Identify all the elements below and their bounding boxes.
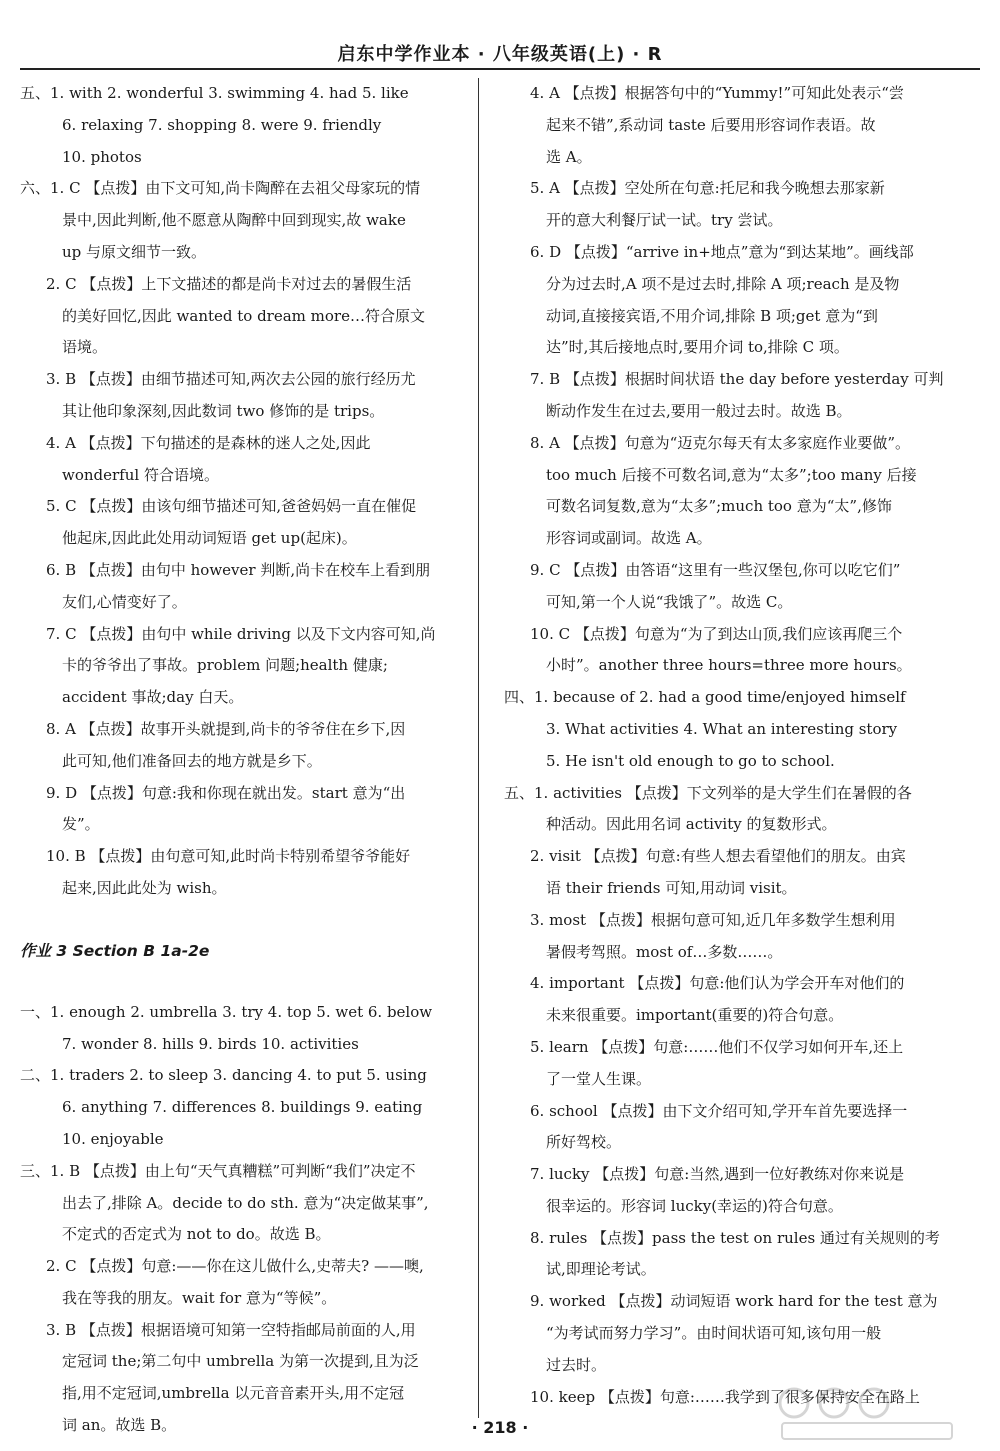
text-line: 过去时。 <box>546 1355 607 1374</box>
text-line: 可数名词复数,意为“太多”;much too 意为“太”,修饰 <box>546 497 892 516</box>
text-line <box>20 969 460 997</box>
text-line: 7. wonder 8. hills 9. birds 10. activities <box>62 1034 359 1053</box>
text-line: 种活动。因此用名词 activity 的复数形式。 <box>546 815 837 834</box>
text-line: 语 their friends 可知,用动词 visit。 <box>546 878 797 897</box>
text-line: 可知,第一个人说“我饿了”。故选 C。 <box>546 592 793 611</box>
text-line: 卡的爷爷出了事故。problem 问题;health 健康; <box>62 656 388 675</box>
text-line: 10. B 【点拨】由句意可知,此时尚卡特别希望爷爷能好 <box>46 847 411 866</box>
text-line: 选 A。 <box>546 147 592 166</box>
text-line: 很幸运的。形容词 lucky(幸运的)符合句意。 <box>546 1196 843 1215</box>
text-line: 暑假考驾照。most of…多数……。 <box>546 942 783 961</box>
text-line: 不定式的否定式为 not to do。故选 B。 <box>62 1225 331 1244</box>
text-line: 我在等我的朋友。wait for 意为“等候”。 <box>62 1288 337 1307</box>
text-line: 10. photos <box>62 147 142 166</box>
text-line: accident 事故;day 白天。 <box>62 688 244 707</box>
text-line: 6. B 【点拨】由句中 however 判断,尚卡在校车上看到朋 <box>46 560 431 579</box>
text-line: 的美好回忆,因此 wanted to dream more…符合原文 <box>62 306 425 325</box>
text-line: 9. worked 【点拨】动词短语 work hard for the test 意为 <box>530 1292 938 1311</box>
text-line: 他起床,因此此处用动词短语 get up(起床)。 <box>62 529 357 548</box>
left-column <box>20 78 460 1442</box>
text-line: 起来不错”,系动词 taste 后要用形容词作表语。故 <box>546 115 876 134</box>
text-line: 其让他印象深刻,因此数词 two 修饰的是 trips。 <box>62 401 385 420</box>
text-line: 小时”。another three hours=three more hours。 <box>546 656 912 675</box>
text-line: too much 后接不可数名词,意为“太多”;too many 后接 <box>546 465 917 484</box>
text-line: 了一堂人生课。 <box>546 1069 652 1088</box>
section-heading: 作业 3 Section B 1a-2e <box>20 941 210 960</box>
text-line: 出去了,排除 A。decide to do sth. 意为“决定做某事”, <box>62 1193 429 1212</box>
text-line: 语境。 <box>62 338 108 357</box>
text-line: 4. A 【点拨】下句描述的是森林的迷人之处,因此 <box>46 433 371 452</box>
text-line: 五、1. with 2. wonderful 3. swimming 4. had 5. like <box>20 84 409 102</box>
text-line: 断动作发生在过去,要用一般过去时。故选 B。 <box>546 401 852 420</box>
text-line: 六、1. C 【点拨】由下文可知,尚卡陶醉在去祖父母家玩的情 <box>20 179 421 198</box>
text-line: 一、1. enough 2. umbrella 3. try 4. top 5. wet 6. below <box>20 1002 433 1021</box>
text-line: 形容词或副词。故选 A。 <box>546 529 712 548</box>
text-line: 2. C 【点拨】上下文描述的都是尚卡对过去的暑假生活 <box>46 274 412 293</box>
text-line: 指,用不定冠词,umbrella 以元音音素开头,用不定冠 <box>62 1384 405 1403</box>
text-line: 4. important 【点拨】句意:他们认为学会开车对他们的 <box>530 974 905 993</box>
page-header <box>0 0 1000 64</box>
right-column <box>504 78 974 1413</box>
text-line: 达”时,其后接地点时,要用介词 to,排除 C 项。 <box>546 338 849 357</box>
text-line: 6. anything 7. differences 8. buildings 9. eating <box>62 1098 423 1117</box>
text-line: 起来,因此此处为 wish。 <box>62 878 227 897</box>
text-line: “为考试而努力学习”。由时间状语可知,该句用一般 <box>546 1324 882 1343</box>
text-line: 2. C 【点拨】句意:——你在这儿做什么,史蒂夫? ——噢, <box>46 1257 424 1276</box>
text-line: 友们,心情变好了。 <box>62 592 187 611</box>
text-line: 5. C 【点拨】由该句细节描述可知,爸爸妈妈一直在催促 <box>46 497 417 516</box>
text-line: 四、1. because of 2. had a good time/enjoyed himself <box>504 688 906 707</box>
text-line <box>20 905 460 933</box>
text-line: 未来很重要。important(重要的)符合句意。 <box>546 1006 844 1025</box>
text-line: 8. A 【点拨】故事开头就提到,尚卡的爷爷住在乡下,因 <box>46 719 406 738</box>
page-title: 启东中学作业本 · 八年级英语(上) · R <box>337 44 663 65</box>
text-line: 3. most 【点拨】根据句意可知,近几年多数学生想利用 <box>530 910 896 929</box>
text-line: 三、1. B 【点拨】由上句“天气真糟糕”可判断“我们”决定不 <box>20 1161 416 1180</box>
text-line: 9. D 【点拨】句意:我和你现在就出发。start 意为“出 <box>46 783 406 802</box>
text-line: 景中,因此判断,他不愿意从陶醉中回到现实,故 wake <box>62 211 406 230</box>
text-line: 词 an。故选 B。 <box>62 1416 177 1435</box>
watermark-logo <box>772 1383 972 1443</box>
text-line: 10. C 【点拨】句意为“为了到达山顶,我们应该再爬三个 <box>530 624 903 643</box>
text-line: 10. keep 【点拨】句意:……我学到了很多保持安全在路上 <box>530 1387 920 1406</box>
text-line: 2. visit 【点拨】句意:有些人想去看望他们的朋友。由宾 <box>530 847 906 866</box>
text-line: 此可知,他们准备回去的地方就是乡下。 <box>62 751 322 770</box>
header-rule <box>20 68 980 70</box>
text-line: 3. What activities 4. What an interesting story <box>546 719 898 738</box>
text-line: 6. school 【点拨】由下文介绍可知,学开车首先要选择一 <box>530 1101 908 1120</box>
text-line: 二、1. traders 2. to sleep 3. dancing 4. to put 5. using <box>20 1066 427 1085</box>
text-line: 试,即理论考试。 <box>546 1260 656 1279</box>
text-line: 7. lucky 【点拨】句意:当然,遇到一位好教练对你来说是 <box>530 1165 905 1184</box>
text-line: 定冠词 the;第二句中 umbrella 为第一次提到,且为泛 <box>62 1352 419 1371</box>
text-line: 分为过去时,A 项不是过去时,排除 A 项;reach 是及物 <box>546 274 900 293</box>
text-line: 5. He isn't old enough to go to school. <box>546 751 835 770</box>
text-line: 3. B 【点拨】根据语境可知第一空特指邮局前面的人,用 <box>46 1320 416 1339</box>
text-line: 6. relaxing 7. shopping 8. were 9. friendly <box>62 115 382 134</box>
text-line: 7. B 【点拨】根据时间状语 the day before yesterday 可判 <box>530 370 944 389</box>
text-line: 4. A 【点拨】根据答句中的“Yummy!”可知此处表示“尝 <box>530 84 904 102</box>
text-line: 动词,直接接宾语,不用介词,排除 B 项;get 意为“到 <box>546 306 878 325</box>
text-line: 3. B 【点拨】由细节描述可知,两次去公园的旅行经历尤 <box>46 370 416 389</box>
text-line: 8. A 【点拨】句意为“迈克尔每天有太多家庭作业要做”。 <box>530 433 911 452</box>
text-line: 发”。 <box>62 815 100 834</box>
text-line: 5. learn 【点拨】句意:……他们不仅学习如何开车,还上 <box>530 1037 904 1056</box>
text-line: 7. C 【点拨】由句中 while driving 以及下文内容可知,尚 <box>46 624 436 643</box>
text-line: 8. rules 【点拨】pass the test on rules 通过有关规则的考 <box>530 1228 940 1247</box>
text-line: 9. C 【点拨】由答语“这里有一些汉堡包,你可以吃它们” <box>530 560 901 579</box>
text-line: 5. A 【点拨】空处所在句意:托尼和我今晚想去那家新 <box>530 179 885 198</box>
text-line: 所好驾校。 <box>546 1133 622 1152</box>
column-divider <box>478 78 479 1418</box>
text-line: 6. D 【点拨】“arrive in+地点”意为“到达某地”。画线部 <box>530 242 914 261</box>
text-line: 五、1. activities 【点拨】下文列举的是大学生们在暑假的各 <box>504 783 912 802</box>
text-line: up 与原文细节一致。 <box>62 242 207 261</box>
text-line: 开的意大利餐厅试一试。try 尝试。 <box>546 211 783 230</box>
page-number: · 218 · <box>471 1418 529 1437</box>
text-line: wonderful 符合语境。 <box>62 465 219 484</box>
text-line: 10. enjoyable <box>62 1129 164 1148</box>
